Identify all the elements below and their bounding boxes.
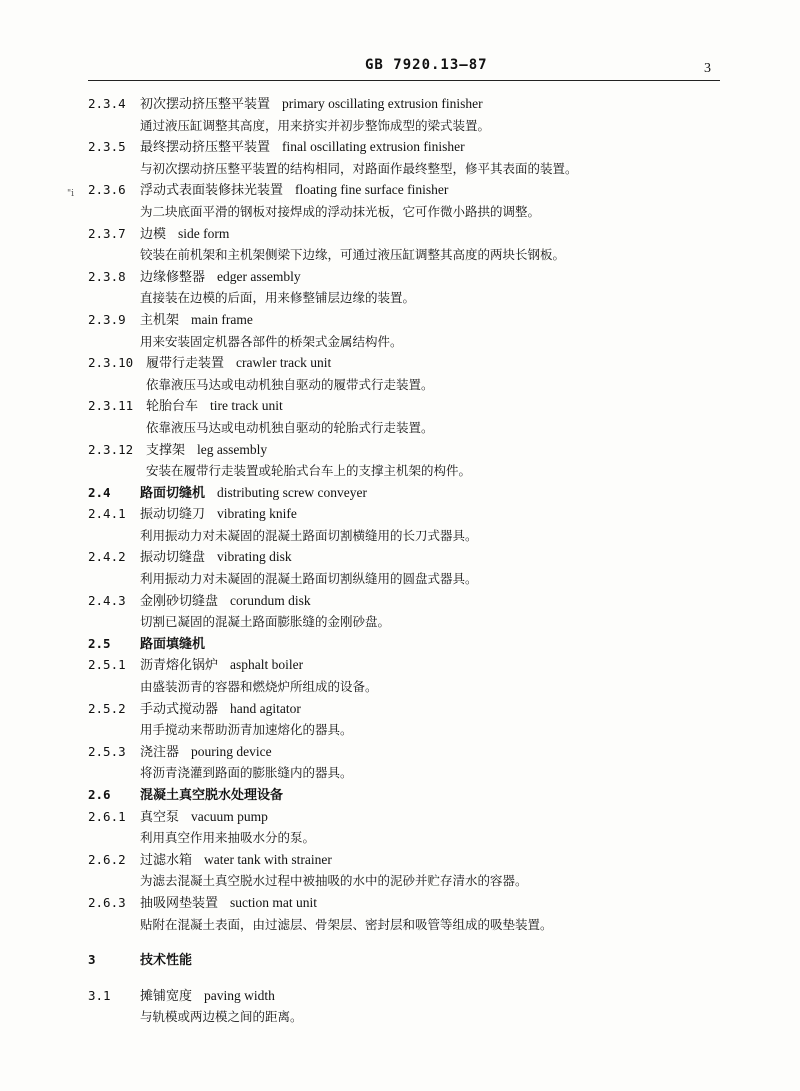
term-english: asphalt boiler: [230, 657, 304, 673]
term-entry: [88, 309, 728, 352]
term-entry: [88, 223, 728, 266]
term-chinese: 浮动式表面装修抹光装置: [140, 183, 284, 199]
term-number: 2.3.7: [88, 225, 126, 241]
term-definition: 用来安装固定机器各部件的桥架式金属结构件。: [140, 333, 403, 349]
spacer: [88, 971, 728, 985]
term-number: 2.4: [88, 484, 111, 500]
stray-mark: "i: [67, 189, 75, 199]
section-heading: [88, 949, 728, 971]
term-definition: 利用振动力对未凝固的混凝土路面切割横缝用的长刀式器具。: [140, 527, 478, 543]
term-entry: [88, 741, 728, 784]
term-definition: 由盛装沥青的容器和燃烧炉所组成的设备。: [140, 679, 378, 695]
term-number: 2.3.8: [88, 268, 126, 284]
term-definition: 将沥青浇灌到路面的膨胀缝内的器具。: [140, 765, 353, 781]
term-chinese: 过滤水箱: [140, 852, 193, 868]
term-chinese: 路面切缝机: [140, 485, 206, 501]
term-english: hand agitator: [230, 700, 301, 716]
term-chinese: 手动式搅动器: [140, 701, 219, 717]
term-entry: [88, 654, 728, 697]
term-number: 2.3.9: [88, 311, 126, 327]
term-chinese: 履带行走装置: [146, 356, 225, 372]
term-number: 2.5.2: [88, 700, 126, 716]
term-line: [88, 93, 728, 115]
term-definition: 通过液压缸调整其高度，用来挤实并初步整饰成型的梁式装置。: [140, 117, 491, 133]
term-line: [88, 985, 728, 1007]
term-entry: [88, 395, 728, 438]
term-english: edger assembly: [217, 268, 301, 284]
term-chinese: 抽吸网垫装置: [140, 895, 219, 911]
term-english: final oscillating extrusion finisher: [282, 139, 465, 155]
term-entry: [88, 892, 728, 935]
term-chinese: 沥青熔化锅炉: [140, 658, 219, 674]
term-english: side form: [178, 225, 230, 241]
term-english: vacuum pump: [191, 808, 268, 824]
term-chinese: 支撑架: [146, 442, 186, 458]
term-definition: 利用振动力对未凝固的混凝土路面切割纵缝用的圆盘式器具。: [140, 571, 478, 587]
term-entry: [88, 352, 728, 395]
term-chinese: 边缘修整器: [140, 269, 206, 285]
term-chinese: 振动切缝盘: [140, 550, 206, 566]
term-line: [88, 439, 728, 461]
term-entry: [88, 266, 728, 309]
section-title: 技术性能: [140, 953, 193, 969]
term-entry: [88, 136, 728, 179]
term-line: [88, 266, 728, 288]
term-number: 2.6: [88, 787, 111, 802]
term-chinese: 初次摆动挤压整平装置: [140, 97, 271, 112]
term-english: suction mat unit: [230, 894, 318, 910]
term-number: 2.6.1: [88, 808, 126, 824]
term-chinese: 真空泵: [140, 809, 180, 825]
term-chinese: 主机架: [140, 312, 180, 328]
term-entry: [88, 179, 728, 222]
term-entry: [88, 546, 728, 589]
term-definition: 贴附在混凝土表面，由过滤层、骨架层、密封层和吸管等组成的吸垫装置。: [140, 916, 553, 932]
term-line: [88, 849, 728, 871]
spacer: [88, 935, 728, 949]
term-number: 2.4.2: [88, 549, 126, 565]
term-line: [88, 806, 728, 828]
term-number: 2.5: [88, 635, 111, 651]
term-entry: [88, 590, 728, 633]
term-definition: 直接装在边模的后面，用来修整铺层边缘的装置。: [140, 290, 416, 306]
term-line: [88, 741, 728, 763]
term-chinese: 浇注器: [140, 744, 180, 760]
term-definition: 利用真空作用来抽吸水分的泵。: [140, 830, 316, 846]
term-line: [88, 179, 728, 201]
term-line: [88, 503, 728, 525]
term-line: [88, 223, 728, 245]
term-number: 3.1: [88, 987, 111, 1003]
term-number: 2.5.1: [88, 657, 126, 673]
term-line: [88, 654, 728, 676]
term-english: pouring device: [191, 743, 272, 759]
term-entry: [88, 985, 728, 1028]
term-number: 2.5.3: [88, 743, 126, 759]
term-definition: 为滤去混凝土真空脱水过程中被抽吸的水中的泥砂并贮存清水的容器。: [140, 873, 528, 889]
term-line: [88, 892, 728, 914]
term-chinese: 金刚砂切缝盘: [140, 593, 219, 609]
term-definition: 与初次摆动挤压整平装置的结构相同，对路面作最终整型，修平其表面的装置。: [140, 160, 578, 176]
term-number: 2.6.2: [88, 851, 126, 867]
term-english: distributing screw conveyer: [217, 484, 367, 500]
term-line: [88, 633, 728, 655]
term-english: crawler track unit: [236, 355, 332, 371]
term-definition: 切割已凝固的混凝土路面膨胀缝的金刚砂盘。: [140, 614, 391, 630]
term-line: [88, 136, 728, 158]
term-english: vibrating knife: [217, 506, 297, 522]
term-line: [88, 352, 728, 374]
term-number: 2.3.11: [88, 398, 134, 414]
term-chinese: 路面填缝机: [140, 636, 206, 652]
term-number: 2.3.12: [88, 441, 134, 457]
term-number: 2.4.1: [88, 506, 126, 522]
term-entry: [88, 503, 728, 546]
term-entry: [88, 482, 728, 504]
term-entry: [88, 806, 728, 849]
term-chinese: 摊铺宽度: [140, 988, 193, 1004]
term-number: 2.4.3: [88, 592, 126, 608]
term-definition: 依靠液压马达或电动机独自驱动的轮胎式行走装置。: [146, 419, 434, 435]
term-entry: [88, 698, 728, 741]
term-chinese: 边模: [140, 226, 167, 242]
term-english: water tank with strainer: [204, 851, 332, 867]
term-definition: 依靠液压马达或电动机独自驱动的履带式行走装置。: [146, 376, 434, 392]
term-definition: 与轨模或两边模之间的距离。: [140, 1009, 303, 1025]
term-number: 2.3.6: [88, 182, 126, 198]
term-chinese: 轮胎台车: [146, 399, 199, 415]
document-body: [88, 93, 728, 1028]
page-header: [0, 55, 800, 77]
term-definition: 铰装在前机架和主机架侧梁下边缘，可通过液压缸调整其高度的两块长钢板。: [140, 247, 566, 263]
term-entry: [88, 439, 728, 482]
term-english: corundum disk: [230, 592, 311, 608]
term-line: [88, 546, 728, 568]
term-english: paving width: [204, 987, 275, 1003]
term-definition: 为二块底面平滑的钢板对接焊成的浮动抹光板，它可作微小路拱的调整。: [140, 203, 541, 219]
term-number: 2.6.3: [88, 894, 126, 910]
term-definition: 用手搅动来帮助沥青加速熔化的器具。: [140, 722, 353, 738]
term-line: [88, 784, 728, 806]
term-line: [88, 698, 728, 720]
term-chinese: 振动切缝刀: [140, 507, 206, 523]
term-line: [88, 395, 728, 417]
term-entry: [88, 849, 728, 892]
term-english: leg assembly: [197, 441, 268, 457]
header-rule: [88, 80, 720, 81]
term-english: tire track unit: [210, 398, 283, 414]
term-line: [88, 309, 728, 331]
standard-number: GB 7920.13—87: [365, 57, 488, 73]
term-number: 2.3.4: [88, 96, 126, 111]
section-number: 3: [88, 952, 96, 968]
term-chinese: 最终摆动挤压整平装置: [140, 140, 271, 156]
term-line: [88, 482, 728, 504]
term-definition: 安装在履带行走装置或轮胎式台车上的支撑主机架的构件。: [146, 463, 472, 479]
term-number: 2.3.5: [88, 139, 126, 155]
term-number: 2.3.10: [88, 355, 134, 371]
term-entry: [88, 93, 728, 136]
term-english: primary oscillating extrusion finisher: [282, 96, 483, 111]
term-line: [88, 590, 728, 612]
term-english: vibrating disk: [217, 549, 292, 565]
page-number: 3: [704, 61, 711, 76]
term-chinese: 混凝土真空脱水处理设备: [140, 788, 284, 803]
term-entry: [88, 633, 728, 655]
term-entry: [88, 784, 728, 806]
term-english: main frame: [191, 311, 253, 327]
term-english: floating fine surface finisher: [295, 182, 449, 198]
